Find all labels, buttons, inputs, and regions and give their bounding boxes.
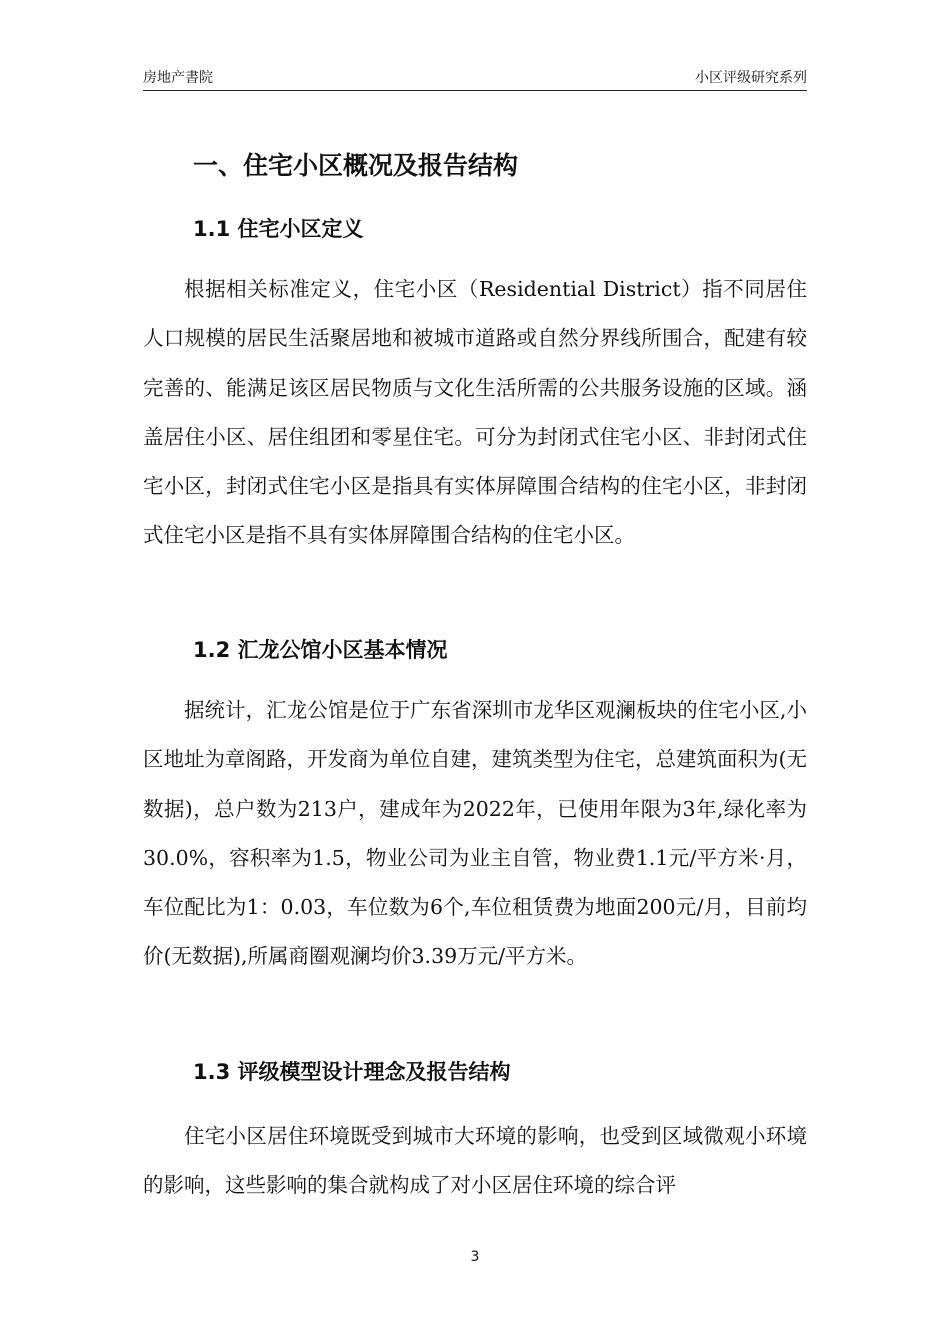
subsection-1-1-body: 根据相关标准定义，住宅小区（Residential District）指不同居住人口规模的居民生活聚居地和被城市道路或自然分界线所围合，配建有较完善的、能满足该区居民物质与文化生活所需的公共服务设施的区域。涵盖居住小区、居住组团和零星住宅。可分为封闭式住宅小区、非封闭式住宅小区，封闭式住宅小区是指具有实体屏障围合结构的住宅小区，非封闭式住宅小区是指不具有实体屏障围合结构的住宅小区。: [143, 277, 807, 548]
header-series-title: 小区评级研究系列: [695, 70, 807, 86]
subsection-1-1-title: 1.1 住宅小区定义: [193, 217, 364, 241]
subsection-1-2-body: 据统计，汇龙公馆是位于广东省深圳市龙华区观澜板块的住宅小区,小区地址为章阁路，开发商为单位自建，建筑类型为住宅，总建筑面积为(无数据)，总户数为213户，建成年为2022年，已使用年限为3年,绿化率为30.0%，容积率为1.5，物业公司为业主自管，物业费1.1元/平方米·月，车位配比为1：0.03，车位数为6个,车位租赁费为地面200元/月，目前均价(无数据),所属商圈观澜均价3.39万元/平方米。: [143, 698, 807, 969]
subsection-1-3-title: 1.3 评级模型设计理念及报告结构: [193, 1060, 511, 1084]
page-header: [143, 66, 807, 91]
page-number: 3: [470, 1249, 480, 1265]
header-publisher: 房地产書院: [143, 70, 213, 86]
subsection-1-2-title: 1.2 汇龙公馆小区基本情况: [193, 638, 448, 662]
subsection-1-3-body: 住宅小区居住环境既受到城市大环境的影响，也受到区域微观小环境的影响，这些影响的集合就构成了对小区居住环境的综合评: [143, 1124, 807, 1198]
section-title: 一、住宅小区概况及报告结构: [193, 151, 519, 180]
